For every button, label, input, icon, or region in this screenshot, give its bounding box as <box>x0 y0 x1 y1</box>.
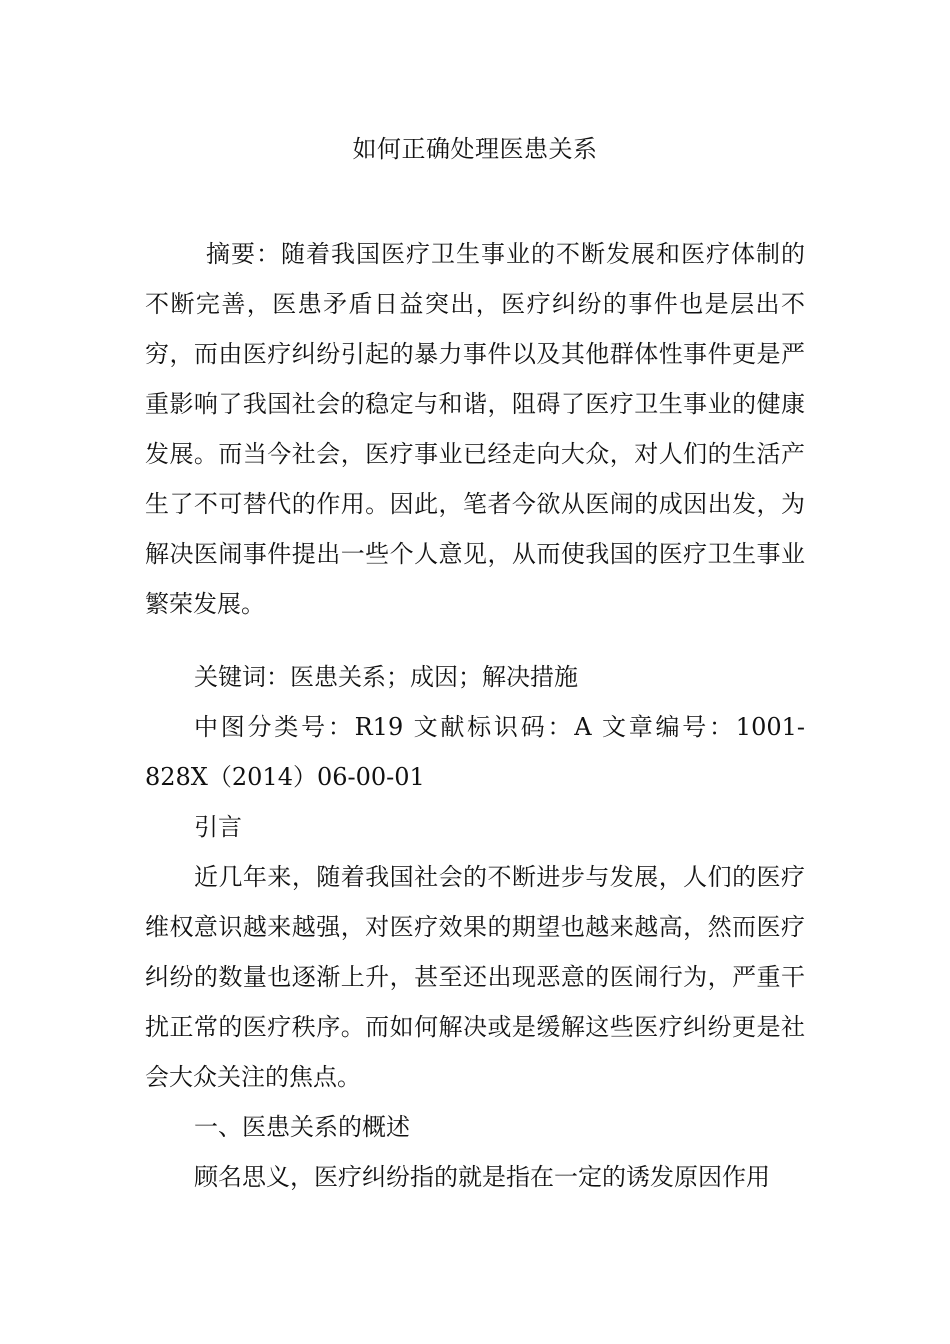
abstract-paragraph: 摘要：随着我国医疗卫生事业的不断发展和医疗体制的不断完善，医患矛盾日益突出，医疗纠纷的事件也是层出不穷，而由医疗纠纷引起的暴力事件以及其他群体性事件更是严重影响了我国社会的稳定与和谐，阻碍了医疗卫生事业的健康发展。而当今社会，医疗事业已经走向大众，对人们的生活产生了不可替代的作用。因此，笔者今欲从医闹的成因出发，为解决医闹事件提出一些个人意见，从而使我国的医疗卫生事业繁荣发展。 <box>145 240 805 618</box>
classification-line: 中图分类号：R19 文献标识码：A 文章编号：1001-828X（2014）06-00-01 <box>145 713 805 791</box>
section-heading-1: 一、医患关系的概述 <box>194 1113 410 1141</box>
keywords-line: 关键词：医患关系；成因；解决措施 <box>194 663 578 691</box>
intro-heading: 引言 <box>194 813 242 841</box>
intro-paragraph: 近几年来，随着我国社会的不断进步与发展，人们的医疗维权意识越来越强，对医疗效果的期望也越来越高，然而医疗纠纷的数量也逐渐上升，甚至还出现恶意的医闹行为，严重干扰正常的医疗秩序。而如何解决或是缓解这些医疗纠纷更是社会大众关注的焦点。 <box>145 863 805 1091</box>
section-1-paragraph: 顾名思义，医疗纠纷指的就是指在一定的诱发原因作用 <box>194 1163 770 1191</box>
document-title: 如何正确处理医患关系 <box>352 135 598 163</box>
document-body <box>145 229 805 1202</box>
